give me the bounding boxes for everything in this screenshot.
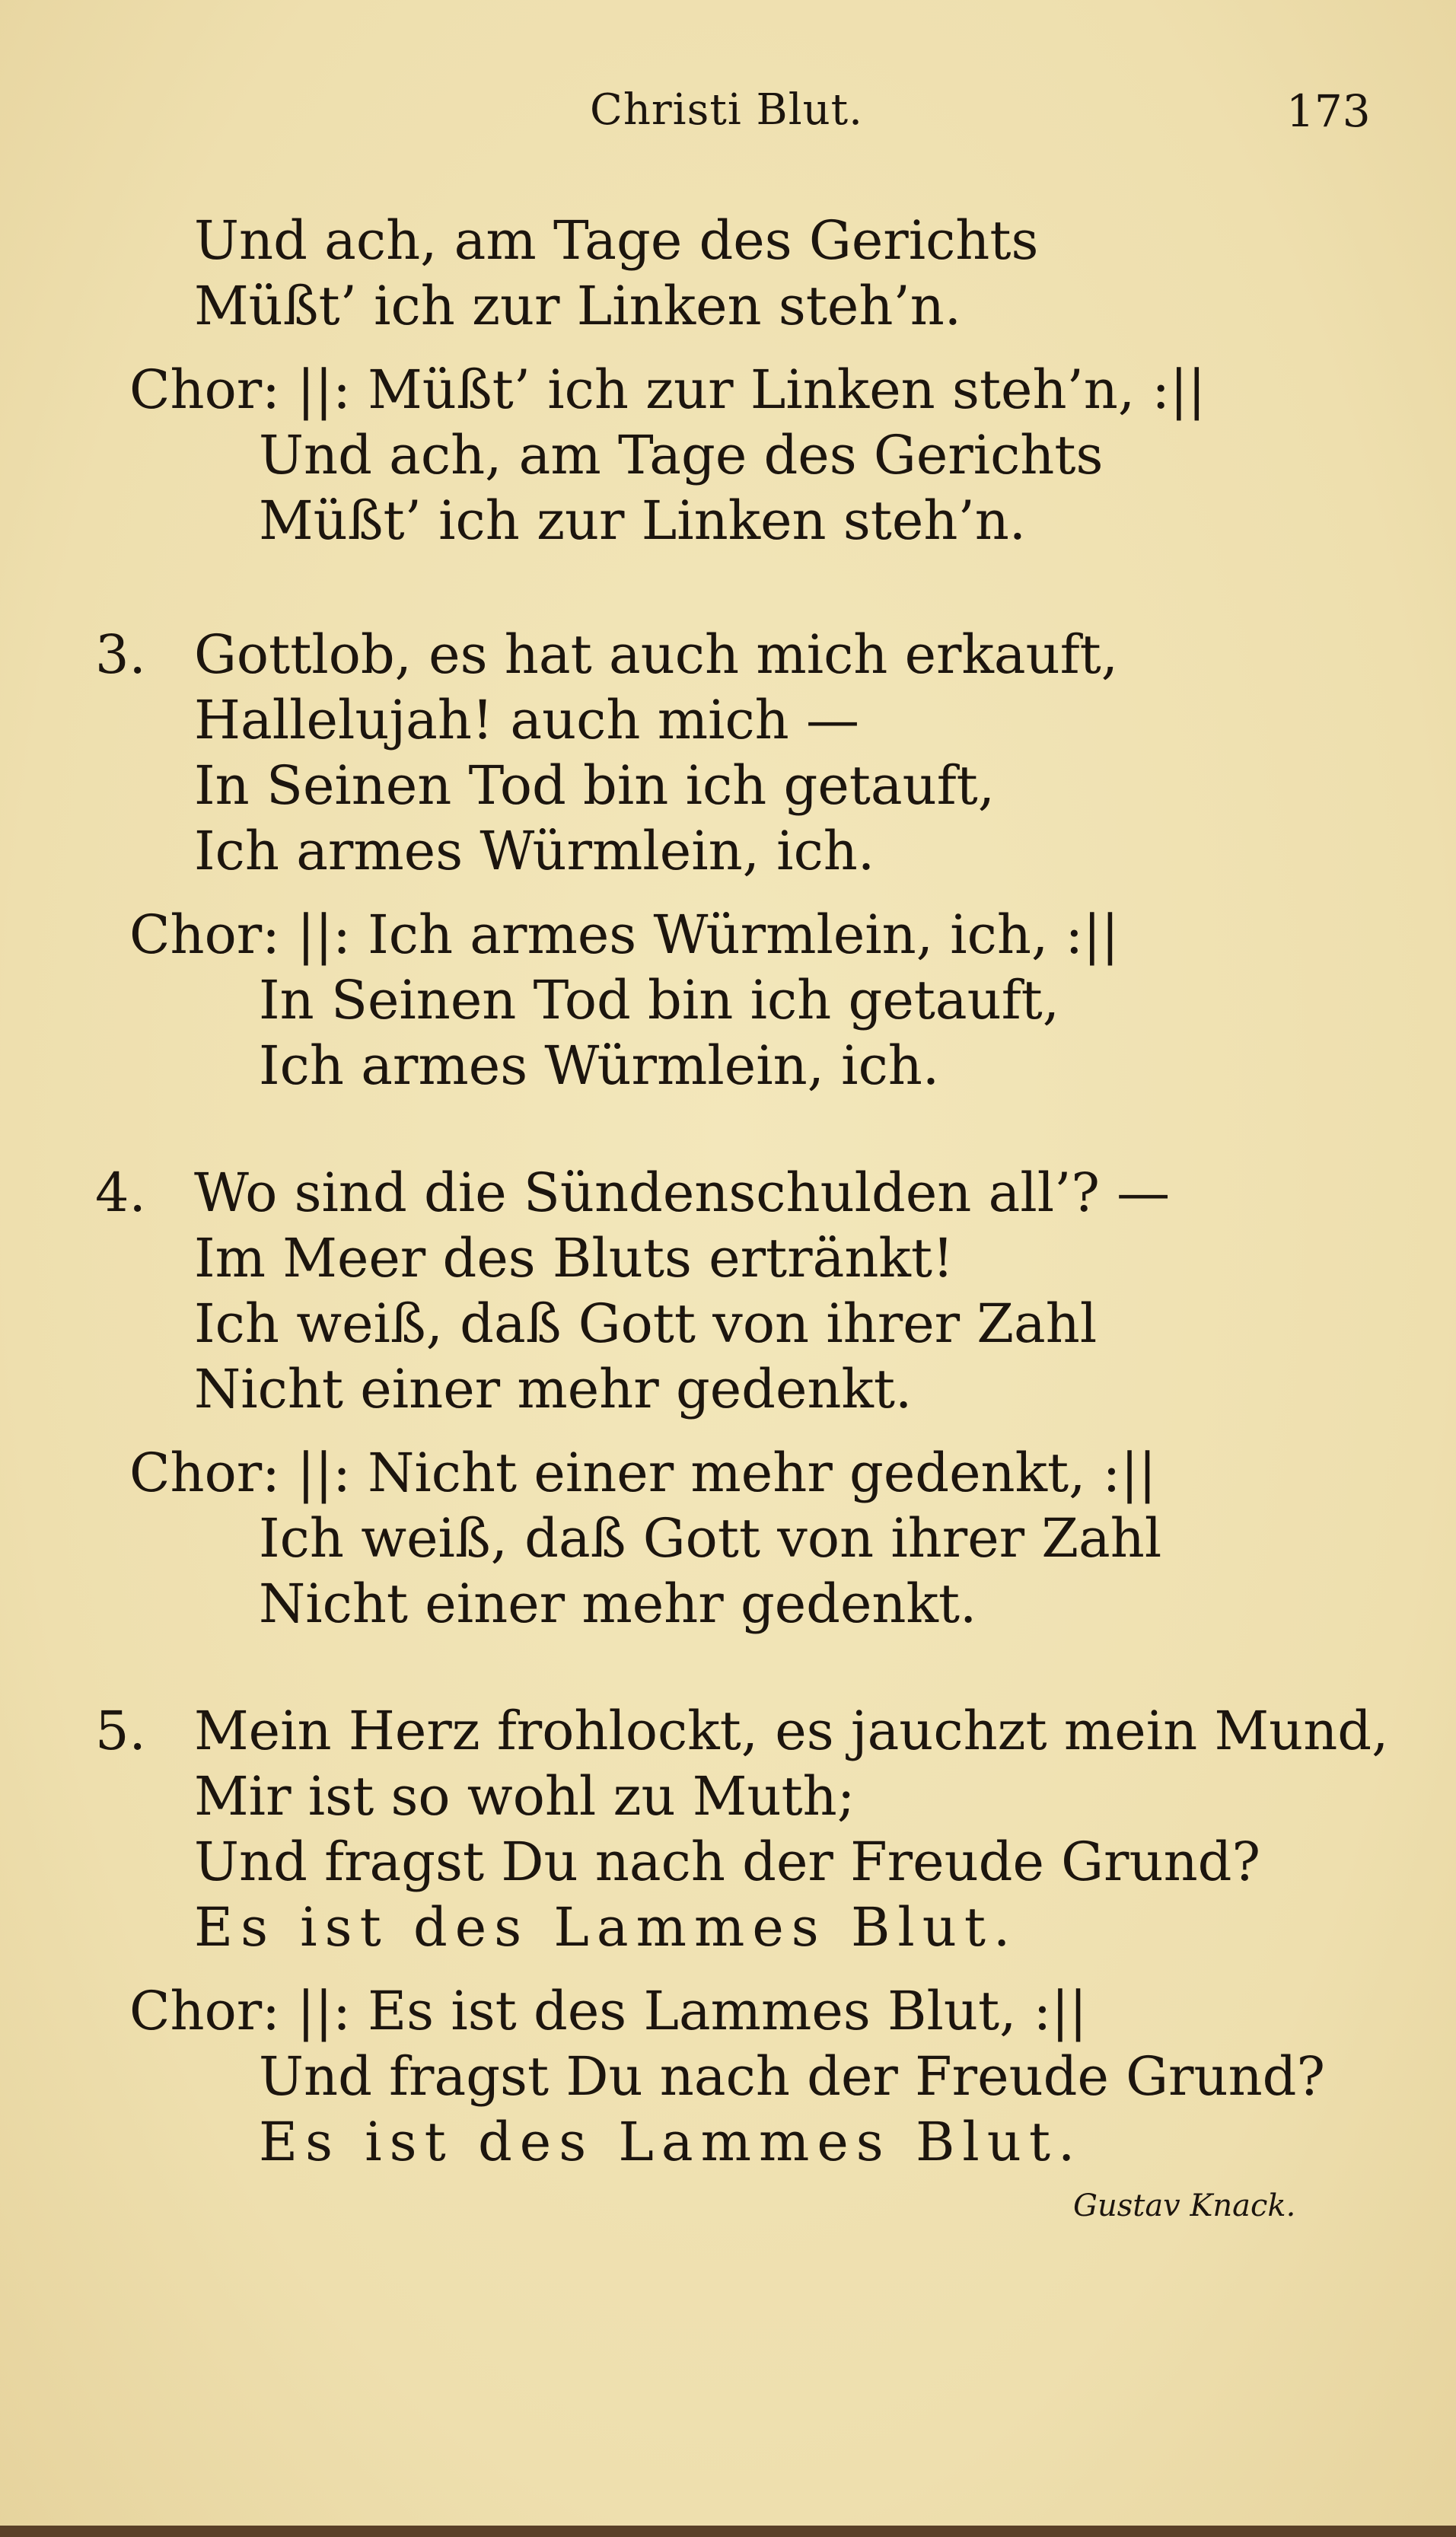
verse-line: Mein Herz frohlockt, es jauchzt mein Mund, [194, 1700, 1389, 1762]
verse-line: Nicht einer mehr gedenkt. [194, 1358, 913, 1420]
verse-line: Ich armes Würmlein, ich. [259, 1034, 940, 1097]
chorus-line: Chor: ||: Es ist des Lammes Blut, :|| [129, 1980, 1088, 2042]
verse-line: Müßt’ ich zur Linken steh’n. [259, 489, 1027, 552]
author-attribution: Gustav Knack. [1073, 2188, 1296, 2223]
chorus-line: Chor: ||: Ich armes Würmlein, ich, :|| [129, 904, 1120, 966]
verse-line: Müßt’ ich zur Linken steh’n. [194, 275, 962, 337]
verse-line: Und ach, am Tage des Gerichts [259, 424, 1104, 486]
page-number: 173 [1286, 85, 1371, 137]
running-header-title: Christi Blut. [590, 85, 863, 135]
stanza-number: 3. [95, 623, 146, 686]
page-bottom-edge [0, 2526, 1456, 2537]
chorus-line: Chor: ||: Müßt’ ich zur Linken steh’n, :|| [129, 359, 1206, 421]
verse-line: Nicht einer mehr gedenkt. [259, 1573, 977, 1635]
chorus-line: Chor: ||: Nicht einer mehr gedenkt, :|| [129, 1442, 1157, 1504]
verse-line: Mir ist so wohl zu Muth; [194, 1765, 855, 1828]
verse-line: Und ach, am Tage des Gerichts [194, 209, 1039, 272]
stanza-number: 4. [95, 1162, 146, 1224]
verse-line: Wo sind die Sündenschulden all’? — [194, 1162, 1171, 1224]
verse-line: In Seinen Tod bin ich getauft, [259, 969, 1059, 1031]
verse-line: Und fragst Du nach der Freude Grund? [259, 2045, 1326, 2108]
verse-line: Es ist des Lammes Blut. [259, 2111, 1083, 2173]
verse-line: Es ist des Lammes Blut. [194, 1896, 1018, 1959]
verse-line: Hallelujah! auch mich — [194, 689, 860, 751]
verse-line: Gottlob, es hat auch mich erkauft, [194, 623, 1119, 686]
verse-line: Und fragst Du nach der Freude Grund? [194, 1831, 1261, 1893]
verse-line: Ich weiß, daß Gott von ihrer Zahl [194, 1292, 1098, 1355]
verse-line: Ich weiß, daß Gott von ihrer Zahl [259, 1507, 1162, 1570]
verse-line: Ich armes Würmlein, ich. [194, 820, 875, 882]
stanza-number: 5. [95, 1700, 146, 1762]
verse-line: In Seinen Tod bin ich getauft, [194, 754, 995, 817]
verse-line: Im Meer des Bluts ertränkt! [194, 1227, 954, 1289]
